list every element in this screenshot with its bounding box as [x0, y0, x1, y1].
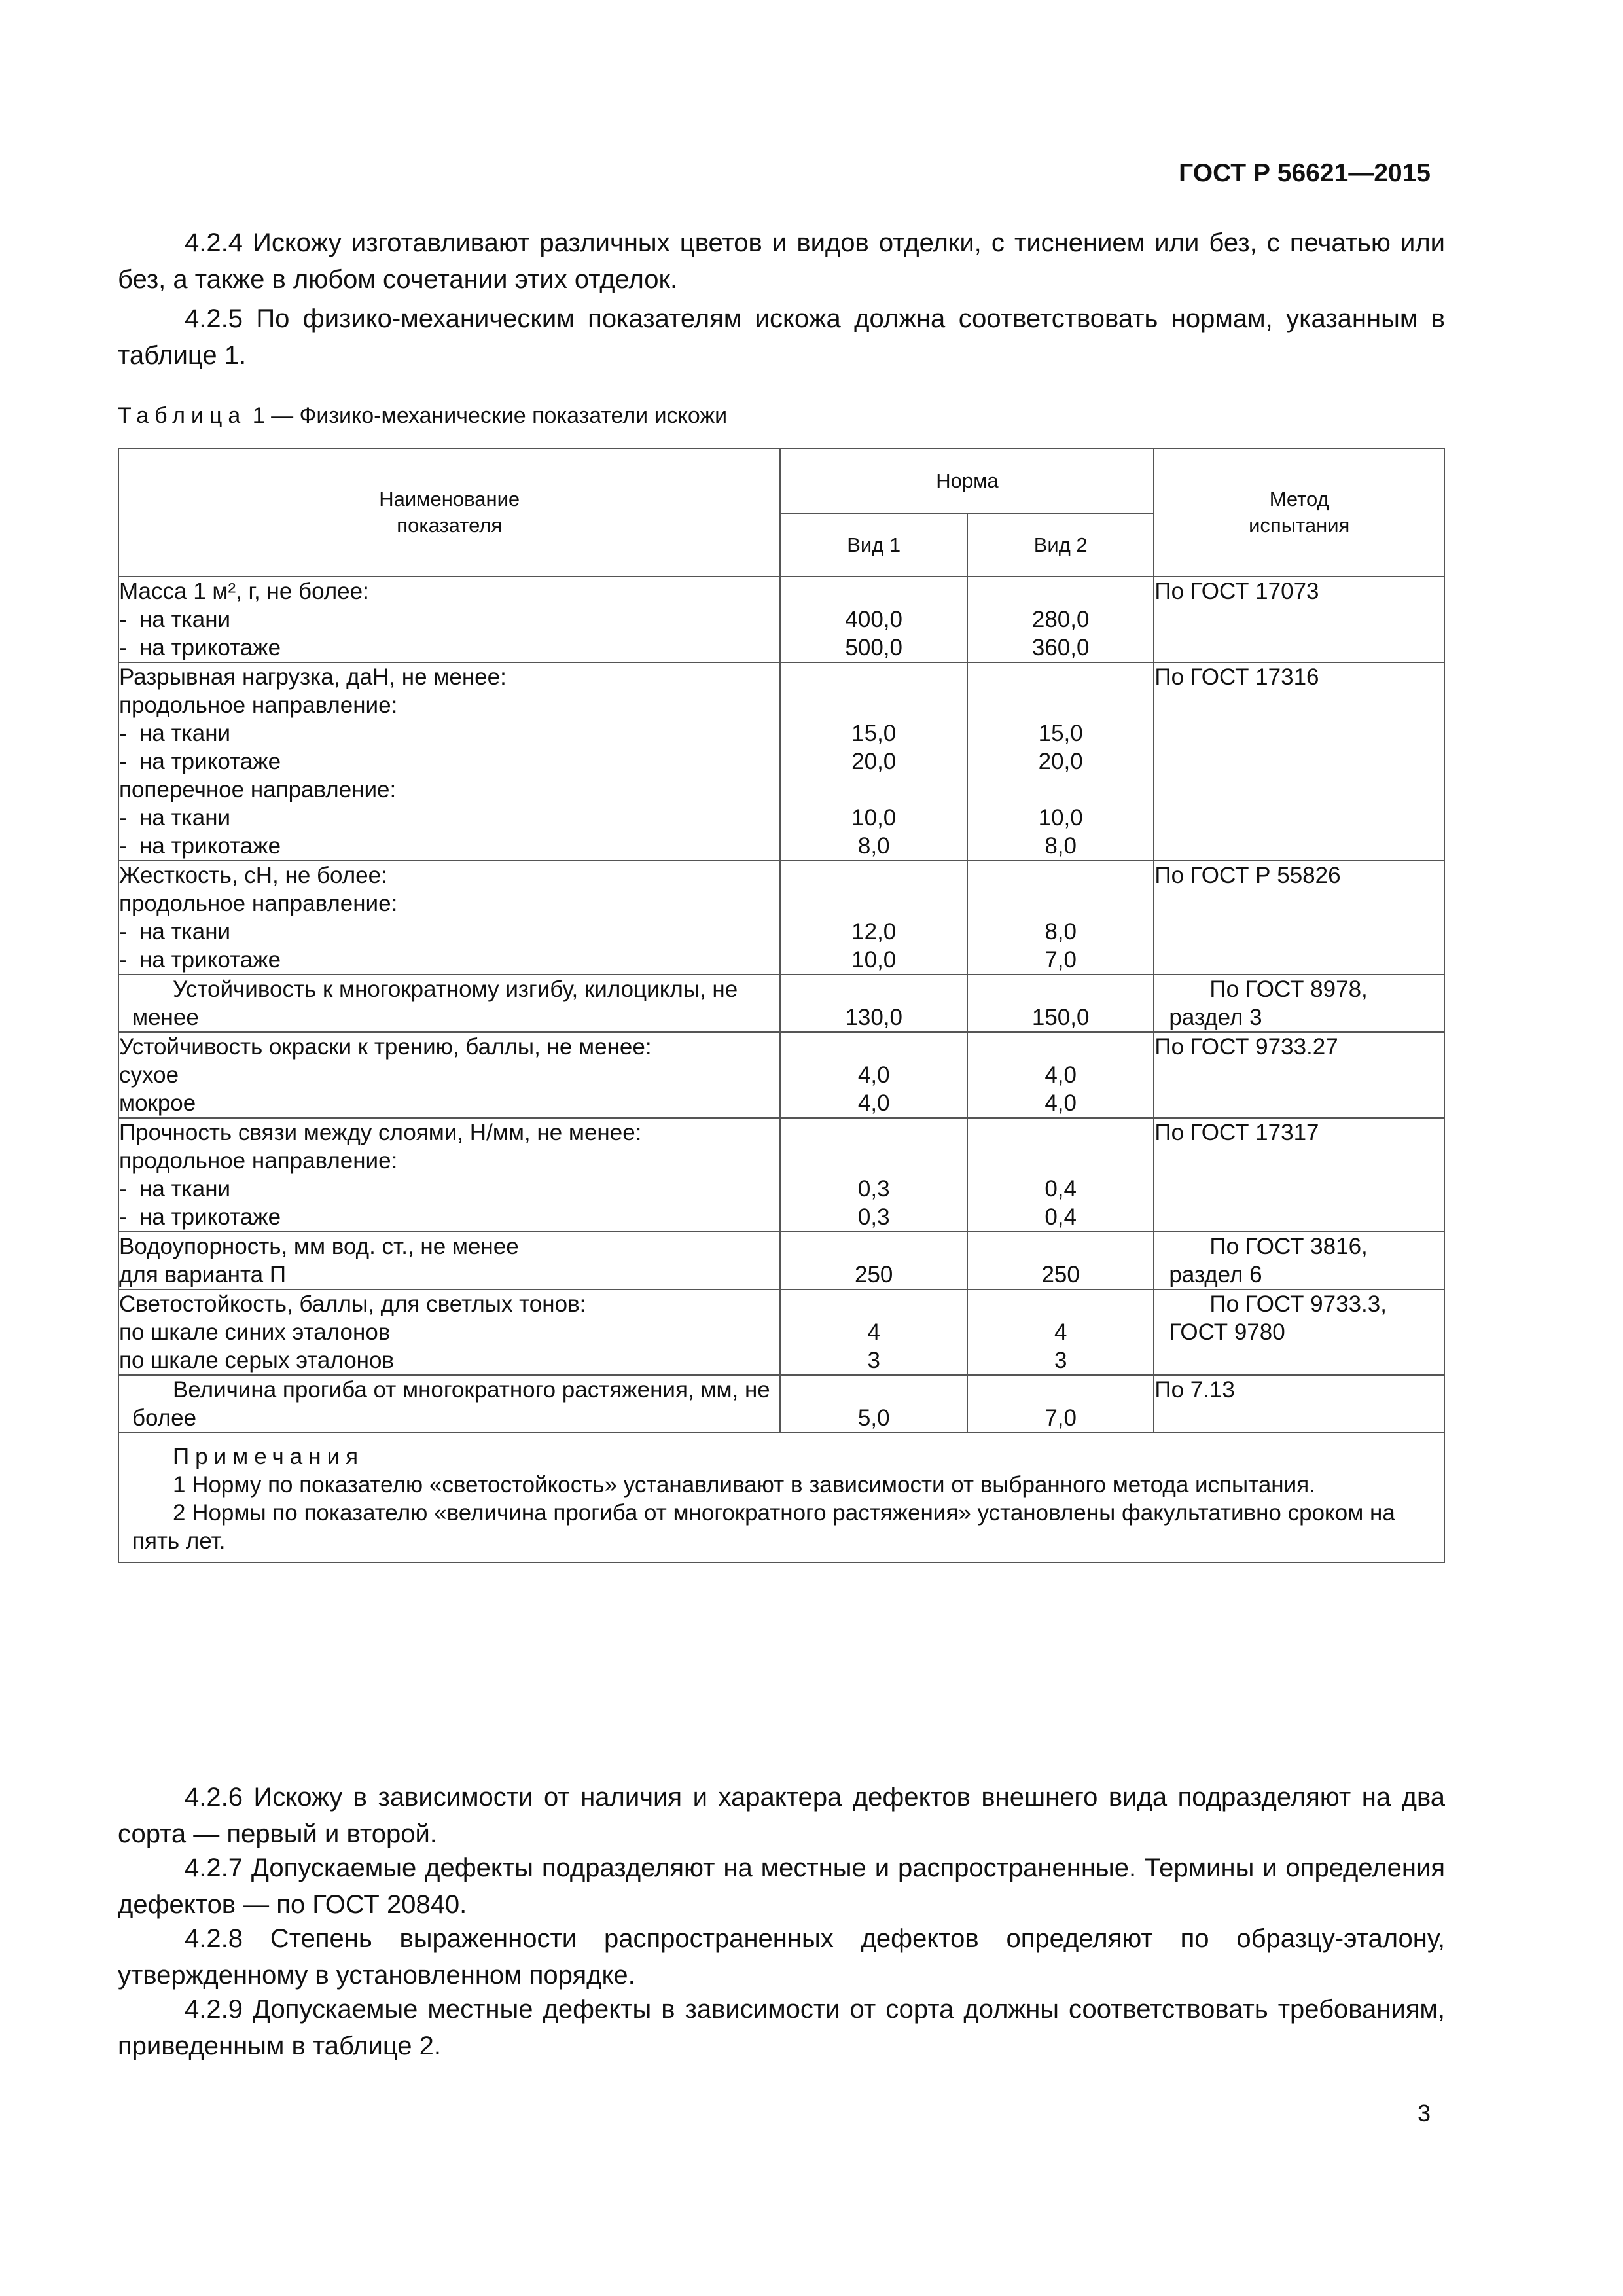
- norm-value: 0,4: [1044, 1204, 1077, 1230]
- norm-value: [781, 663, 966, 691]
- table-row: [118, 1032, 1444, 1118]
- norm-value: [781, 861, 966, 889]
- vid-1-values-cell: [780, 662, 967, 861]
- note-1: 1 Норму по показателю «светостойкость» устанавливают в зависимости от выбранного метода испытания.: [173, 1472, 1315, 1498]
- table-caption-title: 1 — Физико-механические показатели искожи: [246, 403, 728, 428]
- paragraph-4-2-4: 4.2.4 Искожу изготавливают различных цветов и видов отделки, с тиснением или без, с печатью или без, а также в любом сочетании этих отделок.: [118, 228, 1445, 294]
- indicator-name-cell: [118, 1289, 780, 1375]
- norm-value: 15,0: [1038, 721, 1083, 746]
- indicator-line: продольное направление:: [119, 692, 398, 718]
- norm-value: 4,0: [1044, 1062, 1077, 1088]
- document-code-header: ГОСТ Р 56621—2015: [1179, 159, 1431, 187]
- vid-1-values-cell: [780, 861, 967, 975]
- norm-value: [781, 1033, 966, 1061]
- indicator-line: по шкале синих эталонов: [119, 1319, 391, 1345]
- vid-2-values-cell: [967, 861, 1154, 975]
- test-method-cell: [1154, 1032, 1444, 1118]
- norm-value: 150,0: [1031, 1005, 1090, 1030]
- vid-2-values-cell: [967, 975, 1154, 1032]
- table-row: [118, 861, 1444, 975]
- indicator-line: Светостойкость, баллы, для светлых тонов:: [119, 1291, 586, 1317]
- norm-value: 0,3: [857, 1176, 890, 1202]
- indicator-line: мокрое: [119, 1090, 196, 1116]
- test-method: По ГОСТ Р 55826: [1154, 863, 1341, 888]
- indicator-line: Жесткость, сН, не более:: [119, 863, 387, 888]
- norm-value: [968, 1147, 1153, 1175]
- indicator-line: Устойчивость окраски к трению, баллы, не менее:: [119, 1034, 652, 1060]
- notes-title: Примечания: [173, 1444, 365, 1469]
- indicator-line: Водоупорность, мм вод. ст., не менее: [119, 1234, 519, 1259]
- indicator-line: - на трикотаже: [119, 1204, 281, 1230]
- test-method-cell: [1154, 861, 1444, 975]
- test-method-cell: [1154, 1375, 1444, 1433]
- header-test-method: Метод испытания: [1154, 448, 1444, 577]
- norm-value: 500,0: [845, 635, 902, 660]
- norm-value: [781, 1290, 966, 1318]
- header-vid-2: Вид 2: [967, 514, 1154, 577]
- indicator-line: поперечное направление:: [119, 777, 397, 802]
- vid-2-values-cell: [967, 1375, 1154, 1433]
- table-caption: [118, 403, 727, 429]
- indicator-line: - на ткани: [119, 721, 231, 746]
- norm-value: [781, 776, 966, 804]
- vid-1-values-cell: [780, 975, 967, 1032]
- norm-value: 250: [1041, 1262, 1080, 1287]
- norm-value: [968, 1232, 1153, 1261]
- test-method: По ГОСТ 9733.27: [1154, 1034, 1338, 1060]
- header-vid-1: Вид 1: [780, 514, 967, 577]
- indicator-line: сухое: [119, 1062, 179, 1088]
- norm-value: 250: [855, 1262, 893, 1287]
- norm-value: 12,0: [851, 919, 897, 944]
- test-method-cell: [1154, 662, 1444, 861]
- norm-value: 20,0: [1038, 749, 1083, 774]
- norm-value: [781, 1376, 966, 1404]
- table-row: [118, 1375, 1444, 1433]
- paragraph-4-2-7: 4.2.7 Допускаемые дефекты подразделяют на местные и распространенные. Термины и определения дефектов — по ГОСТ 20840.: [118, 1854, 1445, 1919]
- indicator-name-cell: [118, 1232, 780, 1289]
- vid-2-values-cell: [967, 662, 1154, 861]
- indicator-name: Устойчивость к многократному изгибу, килоциклы, не менее: [132, 977, 738, 1030]
- test-method: По ГОСТ 17073: [1154, 579, 1319, 604]
- indicator-name-cell: [118, 1118, 780, 1232]
- norm-value: 4: [867, 1319, 880, 1345]
- norm-value: [781, 1119, 966, 1147]
- table-row: [118, 662, 1444, 861]
- norm-value: 4,0: [857, 1062, 890, 1088]
- header-indicator-name: Наименование показателя: [118, 448, 780, 577]
- norm-value: [968, 889, 1153, 918]
- test-method: По ГОСТ 3816, раздел 6: [1169, 1234, 1368, 1287]
- norm-value: [781, 577, 966, 605]
- test-method: По 7.13: [1154, 1377, 1235, 1403]
- indicator-line: продольное направление:: [119, 891, 398, 916]
- vid-1-values-cell: [780, 1232, 967, 1289]
- indicator-line: - на ткани: [119, 805, 231, 831]
- indicator-name-cell: [118, 577, 780, 662]
- vid-2-values-cell: [967, 1032, 1154, 1118]
- norm-value: [968, 776, 1153, 804]
- norm-value: 0,3: [857, 1204, 890, 1230]
- norm-value: [968, 691, 1153, 719]
- note-2: 2 Нормы по показателю «величина прогиба от многократного растяжения» установлены факультативно сроком на пять лет.: [132, 1500, 1395, 1554]
- test-method-cell: [1154, 577, 1444, 662]
- norm-value: 4,0: [857, 1090, 890, 1116]
- indicator-name-cell: [118, 662, 780, 861]
- norm-value: 130,0: [845, 1005, 902, 1030]
- test-method-cell: [1154, 1118, 1444, 1232]
- indicator-line: по шкале серых эталонов: [119, 1348, 395, 1373]
- norm-value: [968, 577, 1153, 605]
- indicator-line: Масса 1 м², г, не более:: [119, 579, 369, 604]
- norm-value: [968, 1033, 1153, 1061]
- table-row: [118, 1289, 1444, 1375]
- indicator-line: для варианта П: [119, 1262, 286, 1287]
- indicator-name-cell: [118, 1032, 780, 1118]
- norm-value: 360,0: [1031, 635, 1090, 660]
- vid-2-values-cell: [967, 1289, 1154, 1375]
- norm-value: 4,0: [1044, 1090, 1077, 1116]
- paragraph-4-2-9: 4.2.9 Допускаемые местные дефекты в зависимости от сорта должны соответствовать требованиям, приведенным в таблице 2.: [118, 1995, 1445, 2060]
- test-method: По ГОСТ 9733.3, ГОСТ 9780: [1169, 1291, 1387, 1345]
- indicator-name-cell: [118, 975, 780, 1032]
- indicator-line: - на трикотаже: [119, 635, 281, 660]
- table-row: [118, 975, 1444, 1032]
- table-notes: [118, 1433, 1444, 1562]
- indicator-line: Прочность связи между слоями, Н/мм, не менее:: [119, 1120, 642, 1145]
- test-method-cell: [1154, 1232, 1444, 1289]
- indicator-name: Величина прогиба от многократного растяжения, мм, не более: [132, 1377, 770, 1431]
- norm-value: 400,0: [845, 607, 902, 632]
- norm-value: 7,0: [1044, 1405, 1077, 1431]
- vid-2-values-cell: [967, 577, 1154, 662]
- norm-value: 15,0: [851, 721, 897, 746]
- indicator-line: - на трикотаже: [119, 947, 281, 973]
- header-norm: Норма: [780, 448, 1154, 514]
- norm-value: 8,0: [1044, 919, 1077, 944]
- norm-value: [968, 663, 1153, 691]
- norm-value: 5,0: [857, 1405, 890, 1431]
- page-number: 3: [1417, 2100, 1431, 2126]
- norm-value: [968, 975, 1153, 1003]
- norm-value: [781, 691, 966, 719]
- indicators-table: [118, 448, 1445, 1563]
- norm-value: [968, 1119, 1153, 1147]
- paragraph-4-2-8: 4.2.8 Степень выраженности распространенных дефектов определяют по образцу-эталону, утвержденному в установленном порядке.: [118, 1924, 1445, 1990]
- vid-2-values-cell: [967, 1118, 1154, 1232]
- vid-2-values-cell: [967, 1232, 1154, 1289]
- vid-1-values-cell: [780, 1032, 967, 1118]
- indicator-line: - на трикотаже: [119, 833, 281, 859]
- norm-value: [781, 975, 966, 1003]
- indicator-line: продольное направление:: [119, 1148, 398, 1174]
- vid-1-values-cell: [780, 1289, 967, 1375]
- table-caption-prefix: Таблица: [118, 403, 247, 428]
- indicator-name-cell: [118, 1375, 780, 1433]
- norm-value: 8,0: [857, 833, 890, 859]
- table-row: [118, 1232, 1444, 1289]
- test-method: По ГОСТ 17317: [1154, 1120, 1319, 1145]
- test-method: По ГОСТ 8978, раздел 3: [1169, 977, 1368, 1030]
- norm-value: [968, 861, 1153, 889]
- norm-value: 3: [867, 1348, 880, 1373]
- table-row: [118, 1118, 1444, 1232]
- norm-value: 3: [1054, 1348, 1067, 1373]
- indicator-name-cell: [118, 861, 780, 975]
- paragraph-4-2-5: 4.2.5 По физико-механическим показателям искожа должна соответствовать нормам, указанным в таблице 1.: [118, 304, 1445, 370]
- test-method-cell: [1154, 1289, 1444, 1375]
- norm-value: 0,4: [1044, 1176, 1077, 1202]
- norm-value: 10,0: [851, 805, 897, 831]
- norm-value: [968, 1290, 1153, 1318]
- indicator-line: Разрывная нагрузка, даН, не менее:: [119, 664, 507, 690]
- test-method: По ГОСТ 17316: [1154, 664, 1319, 690]
- indicator-line: - на трикотаже: [119, 749, 281, 774]
- norm-value: [968, 1376, 1153, 1404]
- norm-value: 10,0: [851, 947, 897, 973]
- paragraph-4-2-6: 4.2.6 Искожу в зависимости от наличия и характера дефектов внешнего вида подразделяют на два сорта — первый и второй.: [118, 1783, 1445, 1848]
- indicator-line: - на ткани: [119, 607, 231, 632]
- norm-value: [781, 1147, 966, 1175]
- norm-value: 4: [1054, 1319, 1067, 1345]
- vid-1-values-cell: [780, 1118, 967, 1232]
- indicator-line: - на ткани: [119, 919, 231, 944]
- table-row: [118, 577, 1444, 662]
- vid-1-values-cell: [780, 577, 967, 662]
- indicator-line: - на ткани: [119, 1176, 231, 1202]
- norm-value: 280,0: [1031, 607, 1090, 632]
- norm-value: 8,0: [1044, 833, 1077, 859]
- norm-value: 20,0: [851, 749, 897, 774]
- norm-value: [781, 1232, 966, 1261]
- norm-value: 7,0: [1044, 947, 1077, 973]
- norm-value: 10,0: [1038, 805, 1083, 831]
- norm-value: [781, 889, 966, 918]
- vid-1-values-cell: [780, 1375, 967, 1433]
- test-method-cell: [1154, 975, 1444, 1032]
